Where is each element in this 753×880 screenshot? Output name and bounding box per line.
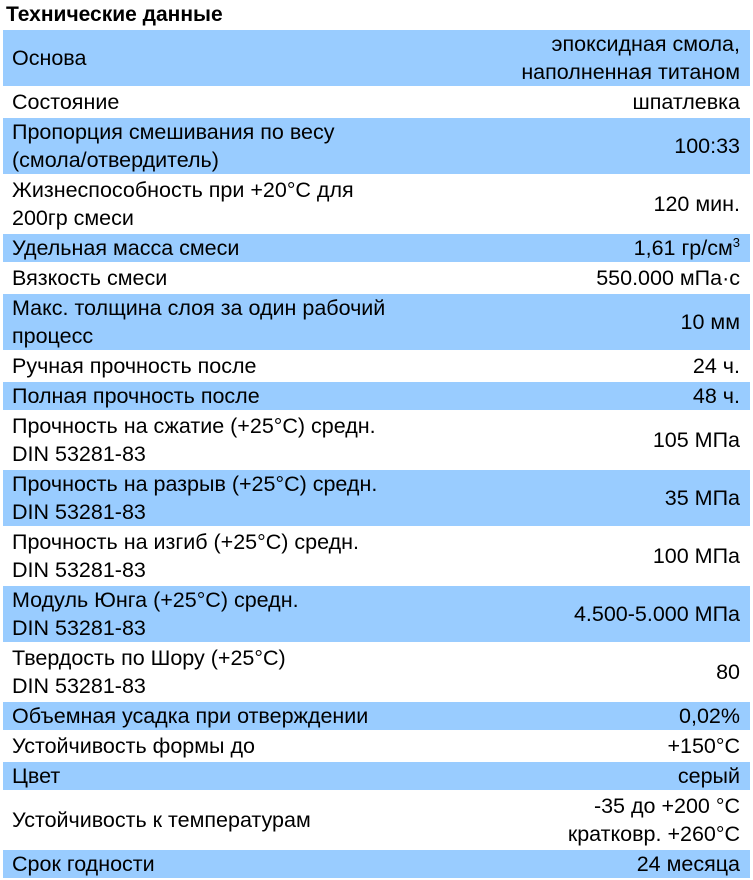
property-value-text: 1,61 гр/см: [633, 236, 733, 260]
property-value-line: [452, 264, 740, 292]
property-value-line: [452, 190, 740, 218]
property-name-line: DIN 53281-83: [12, 674, 146, 698]
property-name: [3, 701, 443, 731]
property-name-line: процесс: [12, 324, 94, 348]
property-name: [3, 643, 443, 701]
property-name-line: Жизнеспособность при +20°C для: [12, 178, 354, 202]
property-name: [3, 117, 443, 175]
property-value: [443, 527, 750, 585]
property-name: [3, 175, 443, 233]
property-value-text: 35 МПа: [664, 486, 740, 510]
property-name-line: DIN 53281-83: [12, 616, 146, 640]
spec-table: [3, 30, 750, 880]
property-value: [443, 233, 750, 263]
property-name: [3, 293, 443, 351]
property-value-line: [452, 484, 740, 512]
property-name-line: Устойчивость к температурам: [12, 808, 311, 832]
table-row: [3, 30, 750, 87]
property-name-line: DIN 53281-83: [12, 558, 146, 582]
table-row: [3, 731, 750, 761]
property-value-line: [452, 426, 740, 454]
property-name: [3, 233, 443, 263]
property-value-text: 550.000 мПа·с: [596, 266, 740, 290]
section-title: Технические данные: [6, 3, 223, 26]
table-row: [3, 233, 750, 263]
property-name-line: Основа: [12, 46, 87, 70]
property-value: [443, 643, 750, 701]
property-value-text: наполненная титаном: [521, 60, 740, 84]
property-name-line: Прочность на изгиб (+25°C) средн.: [12, 530, 359, 554]
property-value: [443, 469, 750, 527]
property-name-line: Цвет: [12, 764, 61, 788]
table-row: [3, 87, 750, 117]
property-name-line: (смола/отвердитель): [12, 148, 219, 172]
table-row: [3, 117, 750, 175]
property-value-text: +150°C: [667, 734, 740, 758]
property-name-line: Удельная масса смеси: [12, 236, 240, 260]
property-value: [443, 701, 750, 731]
property-name-line: Срок годности: [12, 852, 155, 876]
property-value-text: серый: [677, 764, 740, 788]
property-value-line: [452, 850, 740, 878]
property-value-line: [452, 732, 740, 760]
property-value: [443, 263, 750, 293]
property-name-line: Пропорция смешивания по весу: [12, 120, 335, 144]
property-name-line: Вязкость смеси: [12, 266, 168, 290]
property-name-line: DIN 53281-83: [12, 442, 146, 466]
property-value-text: шпатлевка: [632, 90, 740, 114]
property-value-line: [452, 308, 740, 336]
property-value-line: [452, 132, 740, 160]
table-row: [3, 469, 750, 527]
property-value-text: 80: [716, 660, 740, 684]
property-name-line: Состояние: [12, 90, 120, 114]
property-name: [3, 351, 443, 381]
property-value: [443, 117, 750, 175]
property-name-line: Твердость по Шору (+25°C): [12, 646, 286, 670]
property-name-line: Прочность на сжатие (+25°C) средн.: [12, 414, 376, 438]
table-row: [3, 411, 750, 469]
property-name: [3, 791, 443, 849]
property-value-line: [452, 382, 740, 410]
property-value-line: [452, 542, 740, 570]
property-value: [443, 175, 750, 233]
table-row: [3, 351, 750, 381]
property-name-line: 200гр смеси: [12, 206, 134, 230]
property-name-line: Прочность на разрыв (+25°C) средн.: [12, 472, 378, 496]
table-row: [3, 175, 750, 233]
property-value-line: [452, 820, 740, 848]
property-value-line: [452, 30, 740, 58]
property-value-line: [452, 58, 740, 86]
property-name-line: Макс. толщина слоя за один рабочий: [12, 296, 386, 320]
property-value-text: 24 ч.: [692, 354, 740, 378]
property-value-text: 100:33: [674, 134, 740, 158]
property-value-text: 105 МПа: [652, 428, 740, 452]
property-value-line: [452, 702, 740, 730]
unit-superscript: 3: [732, 234, 740, 250]
property-name: [3, 761, 443, 791]
table-row: [3, 701, 750, 731]
property-value: [443, 849, 750, 879]
property-value: [443, 30, 750, 87]
property-name: [3, 87, 443, 117]
property-value: [443, 585, 750, 643]
property-value: [443, 731, 750, 761]
property-name-line: Полная прочность после: [12, 384, 260, 408]
property-name-line: Устойчивость формы до: [12, 734, 255, 758]
property-name-line: Модуль Юнга (+25°C) средн.: [12, 588, 299, 612]
property-value: [443, 381, 750, 411]
property-name: [3, 849, 443, 879]
property-value: [443, 87, 750, 117]
property-value-line: [452, 234, 740, 262]
property-value: [443, 791, 750, 849]
property-value-text: 24 месяца: [636, 852, 740, 876]
table-row: [3, 381, 750, 411]
property-value-text: 4.500-5.000 МПа: [573, 602, 740, 626]
spec-table-body: [3, 30, 750, 879]
property-name-line: Ручная прочность после: [12, 354, 257, 378]
table-row: [3, 761, 750, 791]
property-value-line: [452, 352, 740, 380]
table-row: [3, 527, 750, 585]
table-row: [3, 849, 750, 879]
property-name: [3, 411, 443, 469]
property-value-line: [452, 600, 740, 628]
property-value-text: 10 мм: [680, 310, 740, 334]
property-value-text: 0,02%: [679, 704, 740, 728]
property-value-text: 48 ч.: [692, 384, 740, 408]
property-value-line: [452, 88, 740, 116]
property-value-line: [452, 658, 740, 686]
table-row: [3, 643, 750, 701]
table-row: [3, 293, 750, 351]
property-name: [3, 731, 443, 761]
property-value-text: эпоксидная смола,: [551, 32, 740, 56]
property-name: [3, 469, 443, 527]
property-name: [3, 527, 443, 585]
property-value-text: кратковр. +260°C: [567, 822, 740, 846]
property-name-line: Объемная усадка при отверждении: [12, 704, 369, 728]
table-row: [3, 263, 750, 293]
property-value: [443, 411, 750, 469]
property-value-text: 120 мин.: [653, 192, 740, 216]
property-value: [443, 761, 750, 791]
property-value-text: 100 МПа: [652, 544, 740, 568]
property-value: [443, 293, 750, 351]
table-row: [3, 585, 750, 643]
property-value-line: [452, 762, 740, 790]
property-name-line: DIN 53281-83: [12, 500, 146, 524]
property-name: [3, 30, 443, 87]
property-value-line: [452, 792, 740, 820]
property-name: [3, 263, 443, 293]
property-value: [443, 351, 750, 381]
property-name: [3, 585, 443, 643]
property-name: [3, 381, 443, 411]
table-row: [3, 791, 750, 849]
property-value-text: -35 до +200 °C: [593, 794, 740, 818]
